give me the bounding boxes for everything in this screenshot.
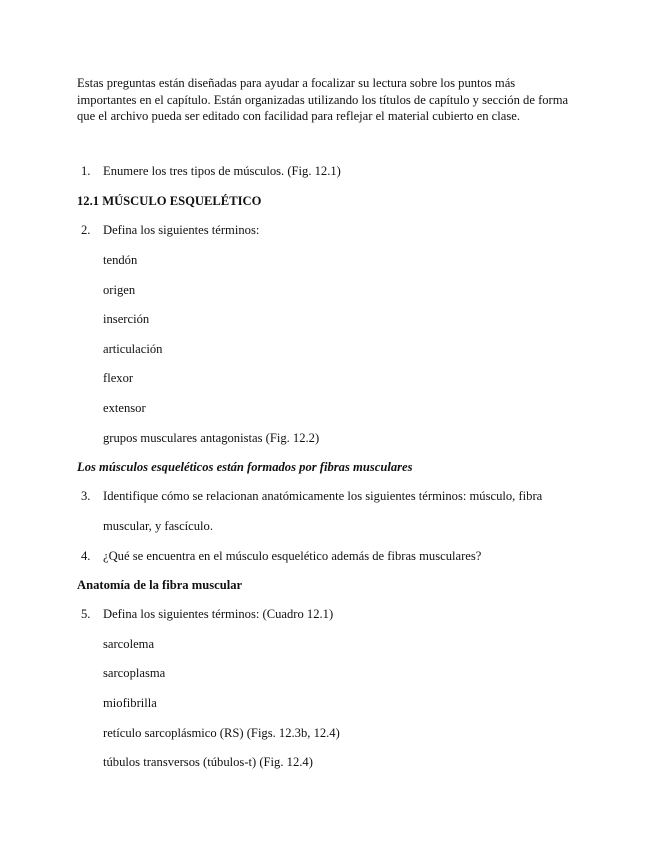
term-insercion: inserción (103, 312, 150, 326)
subsection-heading-anatomia: Anatomía de la fibra muscular (77, 578, 243, 592)
section-heading-12-1: 12.1 MÚSCULO ESQUELÉTICO (77, 194, 262, 208)
term-reticulo-sarcoplasmico: retículo sarcoplásmico (RS) (Figs. 12.3b, 12.4) (103, 726, 340, 740)
question-1-text: Enumere los tres tipos de músculos. (Fig. 12.1) (103, 164, 341, 178)
question-3-text-line-2: muscular, y fascículo. (103, 519, 214, 533)
term-origen: origen (103, 283, 136, 297)
term-extensor: extensor (103, 401, 146, 415)
subsection-heading-fibras: Los músculos esqueléticos están formados por fibras musculares (77, 460, 413, 474)
intro-paragraph: Estas preguntas están diseñadas para ayudar a focalizar su lectura sobre los puntos más importantes en el capítulo. Están organizadas utilizando los títulos de capítulo y sección de forma que el archivo pueda ser editado con facilidad para reflejar el material cubierto en clase. (77, 76, 569, 123)
question-3-number: 3. (81, 489, 91, 503)
question-5-number: 5. (81, 607, 91, 621)
term-flexor: flexor (103, 371, 134, 385)
question-1-number: 1. (81, 164, 91, 178)
question-4-text: ¿Qué se encuentra en el músculo esquelético además de fibras musculares? (103, 549, 482, 563)
term-articulacion: articulación (103, 342, 163, 356)
term-tendon: tendón (103, 253, 138, 267)
term-grupos-antagonistas: grupos musculares antagonistas (Fig. 12.2) (103, 431, 320, 445)
question-5-text: Defina los siguientes términos: (Cuadro 12.1) (103, 607, 334, 621)
term-sarcoplasma: sarcoplasma (103, 666, 166, 680)
question-4-number: 4. (81, 549, 91, 563)
question-3-text-line-1: Identifique cómo se relacionan anatómicamente los siguientes términos: músculo, fibra (103, 489, 543, 503)
question-2-number: 2. (81, 223, 91, 237)
question-2-text: Defina los siguientes términos: (103, 223, 260, 237)
term-tubulos-transversos: túbulos transversos (túbulos-t) (Fig. 12.4) (103, 755, 313, 769)
term-miofibrilla: miofibrilla (103, 696, 157, 710)
term-sarcolema: sarcolema (103, 637, 155, 651)
